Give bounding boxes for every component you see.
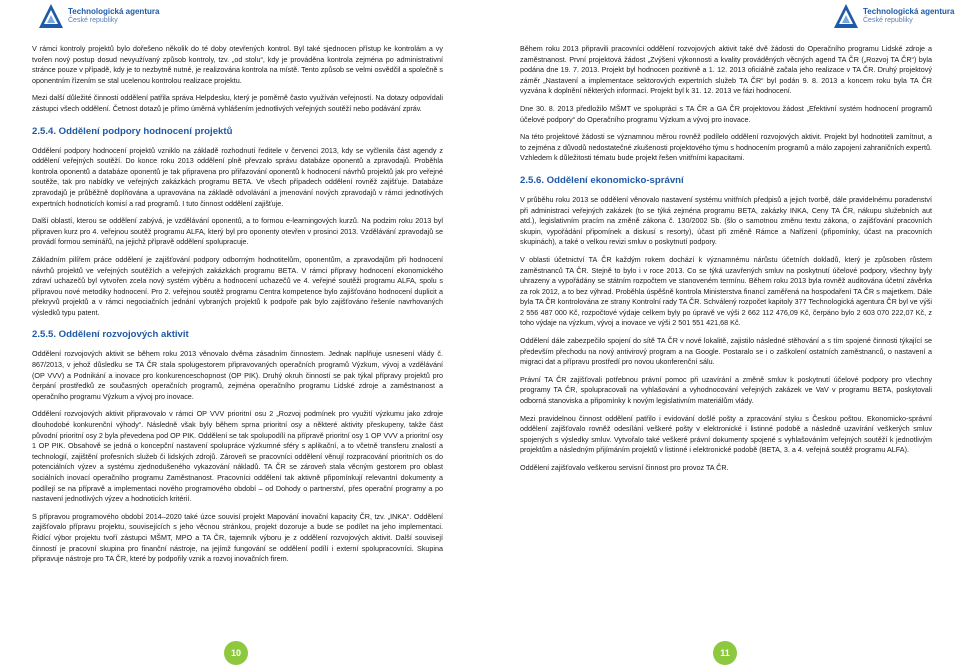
section-heading: 2.5.6. Oddělení ekonomicko-správní (520, 174, 684, 186)
section-heading: 2.5.5. Oddělení rozvojových aktivit (32, 329, 189, 341)
paragraph: Mezi další důležité činnosti oddělení patřila správa Helpdesku, který je poměrně často využíván veřejností. Na dotazy odpovídali zástupci všech oddělení. Četnost dotazů je přímo úměrná vyhlášením jednotlivých veřejných soutěží nebo podávání zpráv. (32, 93, 443, 113)
paragraph: Oddělení zajišťovalo veškerou servisní činnost pro provoz TA ČR. (520, 463, 729, 472)
right-column (520, 44, 932, 481)
paragraph: Během roku 2013 připravili pracovníci oddělení rozvojových aktivit také dvě žádosti do Operačního programu Lidské zdroje a zaměstnanost. První projektová žádost „Zvýšení výkonnosti a kvality prováděných věcných agend TA ČR („Rozvoj TA ČR“) byla podána dne 19. 7. 2013. Projekt byl hodnocen pozitivně a 1. 12. 2013 oficiálně začala jeho realizace v TA ČR. Druhý projektový záměr „Nastavení a implementace sektorových expertních služeb TA ČR“ byl podán 9. 8. 2013 a koncem roku byla TA ČR vyzvána k doplnění některých informací. Projekt byl k 31. 12. 2013 ve fázi hodnocení. (520, 44, 932, 96)
paragraph: V rámci kontroly projektů bylo dořešeno několik do té doby otevřených kontrol. Byl také sjednocen přístup ke kontrolám a vy tvořen nový postup dosud nevyužívaný způsob kontroly, tzv. „od stolu“, kdy je prováděna kontrola zejména po administrativní stránce pouze v případě, kdy je to nezbytně nutné, je realizována kontrola na místě. Tento způsob se velmi osvědčil a společně s oponentním řízením se stal ucelenou kontrolou realizace projektu. (32, 44, 443, 85)
page-number-left: 10 (224, 641, 248, 665)
paragraph: Mezi pravidelnou činnost oddělení patřilo i evidování došlé pošty a zpracování styku s Českou poštou. Ekonomicko-správní oddělení zajišťovalo rovněž odesílání veškeré pošty v elektronické i listinné podobě a následně uzavírání veškerých smluv spojených s výsledky smluv. Vytvořalo také veškeré právní dokumenty spojené s vyhlašováním veřejných soutěží k jednotlivým projektům a následným přijímáním projektů v listinné i elektronické podobě (BETA, 3. a 4. veřejná soutěž programu ALFA). (520, 413, 932, 455)
paragraph: V oblasti účetnictví TA ČR každým rokem dochází k významnému nárůstu účetních dokladů, který je způsoben růstem zaměstnanců TA ČR. Stejně to bylo i v roce 2013. Co se týká uzavřených smluv na poskytnutí účelové podpory, všechny byly uhrazeny a vypořádány se státním rozpočtem ve stanoveném termínu. Během roku 2013 byla rovněž auditována účetní závěrka za rok 2012, a to bez výhrad. Proběhla úspěšně kontrola Ministerstva financí zaměřená na hospodaření TA ČR s majetkem. Dále byla TA ČR kontrolována ze strany Kontrolní rady TA ČR. Schválený rozpočet kapitoly 377 Technologická agentura ČR byl ve výši 2 556 487 000 Kč, rozpočtové výdaje celkem byly po úpravě ve výši 2 662 112 476,09 Kč, čerpáno bylo 2 603 070 222,07 Kč, z toho výdaje na výzkum, vývoj a inovace ve výši 2 501 551 421,68 Kč. (520, 254, 932, 328)
paragraph: Na této projektové žádosti se významnou měrou rovněž podílelo oddělení rozvojových aktivit. Projekt byl hodnotiteli zamítnut, a to zejména z důvodů nedostatečné zkušenosti projektového týmu s hodnocením programů a málo zapojení zahraničních expertů. Vzhledem k důležitosti tématu bude projekt řešen vnitřními kapacitami. (520, 132, 932, 163)
agency-logo-left (38, 3, 159, 29)
paragraph: Oddělení rozvojových aktivit se během roku 2013 věnovalo dvěma zásadním činnostem. Jednak naplňuje usnesení vlády č. 867/2013, v jehož důsledku se TA ČR stala spolugestorem připravovaných operačních programů Výzkum, vývoj a vzdělávání (OP VVV) a Podnikání a inovace pro konkurenceschopnost (OP PIK). Druhý okruh činností se pak týkal přípravy projektů pro čerpání prostředků ze současných operačních programů, zejména operačního programu Lidské zdroje a zaměstnanost a operačního programu Výzkum a vývoj pro inovace. (32, 349, 443, 401)
page-number-right: 11 (713, 641, 737, 665)
paragraph: S přípravou programového období 2014–2020 také úzce souvisí projekt Mapování inovační kapacity ČR, tzv. „INKA“. Oddělení zajišťovalo přípravu projektu, souvisejících s jeho věcnou stránkou, projekt dozoruje a bude se podílet na jeho implementaci. Řídící výbor projektu tvoří zástupci MŠMT, MPO a TA ČR, tajemník výboru je z oddělení rozvojových aktivit. Další souvisejí činností je pracovní skupina pro finanční nástroje, na jejímž fungování se oddělení podílí i externí spolupracovníci. Skupina připravuje nástroje pro TA ČR, které by podpořily vznik a rozvoj inovačních firem. (32, 511, 443, 564)
paragraph: Dne 30. 8. 2013 předložilo MŠMT ve spolupráci s TA ČR a GA ČR projektovou žádost „Efektivní systém hodnocení programů účelové podpory“ do Operačního programu Výzkum a vývoj pro inovace. (520, 103, 932, 124)
section-heading: 2.5.4. Oddělení podpory hodnocení projektů (32, 125, 233, 137)
paragraph: Základním pilířem práce oddělení je zajišťování podpory odborným hodnotitelům, oponentům, a zpravodajům při hodnocení návrhů projektů ve veřejných soutěžích a veřejných zakázkách programu BETA. V rámci přípravy hodnocení ekonomického zdraví uchazečů byl vytvořen zcela nový systém výběru a hodnocení uchazečů ve 4. veřejné soutěži programu ALFA, spolu s přípravou nové metodiky hodnocení. Pro 2. veřejnou soutěž programu Centra kompetence bylo zajišťováno hodnocení duplicit a překryvů projektů a v rámci negociačních jednání vybraných projektů k podpoře pak bylo zajišťováno řešeníe navrhovaných výsledků typu patent. (32, 254, 443, 317)
paragraph: Právní TA ČR zajišťovali potřebnou právní pomoc při uzavírání a změně smluv k poskytnutí účelové podpory pro všechny programy TA ČR, spolupracovali na vyhlašování a vyhodnocování veřejných zakázek ve VaV v programu BETA, poskytovali odborná stanoviska a připomínky k novým legislativním materiálům vlády. (520, 374, 932, 406)
logo-name: Technologická agentura (863, 7, 955, 16)
logo-subtitle: České republiky (863, 17, 913, 24)
logo-subtitle: České republiky (68, 17, 118, 24)
left-column (32, 44, 443, 572)
paragraph: Oddělení podpory hodnocení projektů vzniklo na základě rozhodnutí ředitele v červenci 2013, kdy se vyčlenila část agendy z oddělení veřejných soutěží. Do konce roku 2013 oddělení plně převzalo správu databáze oponentů a zpravodajů. Proběhla kontrola oponentů a databáze oponentů je tak připravena pro přiřazování oponentů k hodnocení návrhů projektů jak pro veřejné soutěže, tak pro nabídky ve veřejných zakázkách programu BETA. Ve všech případech oddělení rovněž zajišťuje. Databáze zpravodajů je průběžně doplňována a upravována na základě odvolávání a jmenování nových zpravodajů v rámci jednotlivých expertních hodnoticích komisí a rad programů. I tuto činnost oddělení zajišťuje. (32, 145, 443, 208)
agency-logo-icon (38, 3, 64, 29)
paragraph: Oddělení rozvojových aktivit připravovalo v rámci OP VVV prioritní osu 2 „Rozvoj podmínek pro využití výzkumu jako zdroje dlouhodobé konkurenční výhody“. Následně však byly během sprna prioritní osy a některé aktivity přeskupeny, takže část původní prioritní osy 2 byla převedena pod OP PIK. Oddělení se tak spolupodílí na přípravě prioritní osy 1 OP VVV a prioritní osy 1 OP PIK. Obsahově se jedná o koncepční nastavení spolupráce výzkumné sféry s aplikační, a to včetně transferu znalostí a technologií, zajištění profesních služeb či lidských zdrojů. Zároveň se pracovníci oddělení věnují rozpracování prioritních os do potenciálních výzev a systému zjednodušeného vykazování nákladů. TA ČR se zároveň stala věcným gestorem pro oblast sociálních inovací operačního programu Zaměstnanost. Pracovníci oddělení tak aktivně připomínkují relevantní dokumenty a podílejí se na přípravě a implementaci nového programového období – od Dohody o partnerství, přes operační programy a po nastavení jednotlivých výzev a hodnoticích kritérií. (32, 409, 443, 504)
logo-name: Technologická agentura (68, 7, 160, 16)
paragraph: V průběhu roku 2013 se oddělení věnovalo nastavení systému vnitřních předpisů a jejich tvorbě, dále pravidelnému poradenství při administraci veřejných zakázek (to se týká zejména programu BETA, zakázky INKA, Ceny TA ČR, nákupu služebních aut atd.), legislativním pracím na změně zákona č. 130/2002 Sb. (šlo o samotnou změnu textu zákona, o zajišťování pracovních skupin, vypořádání připomínek a diskusí s resorty), účast při změně Rámce a Nařízení (připomínky, účast na pracovních skupinách), a také o velkou revizi smluv o poskytnutí podpory. (520, 194, 932, 247)
paragraph: Oddělení dále zabezpečilo spojení do sítě TA ČR v nové lokalitě, zajistilo následné stěhování a s tím spojené činnosti týkající se především přechodu na nový antivirový program a na Google. Postaralo se i o zaškolení ostatních zaměstnanců, o nastavení a migraci dat a přípravu prostředí pro novou ukonferenční sálu. (520, 336, 932, 367)
agency-logo-icon (833, 3, 859, 29)
paragraph: Další oblastí, kterou se oddělení zabývá, je vzdělávání oponentů, a to formou e-learningových kurzů. Na podzim roku 2013 byl připraven kurz pro 4. veřejnou soutěž programu ALFA, který byl pro oponenty otevřen v prosinci 2013. Vzdělávání zpravodajů se provádí formou seminářů, na jejichž přípravě oddělení spolupracuje. (32, 216, 443, 247)
agency-logo-right (833, 3, 954, 29)
